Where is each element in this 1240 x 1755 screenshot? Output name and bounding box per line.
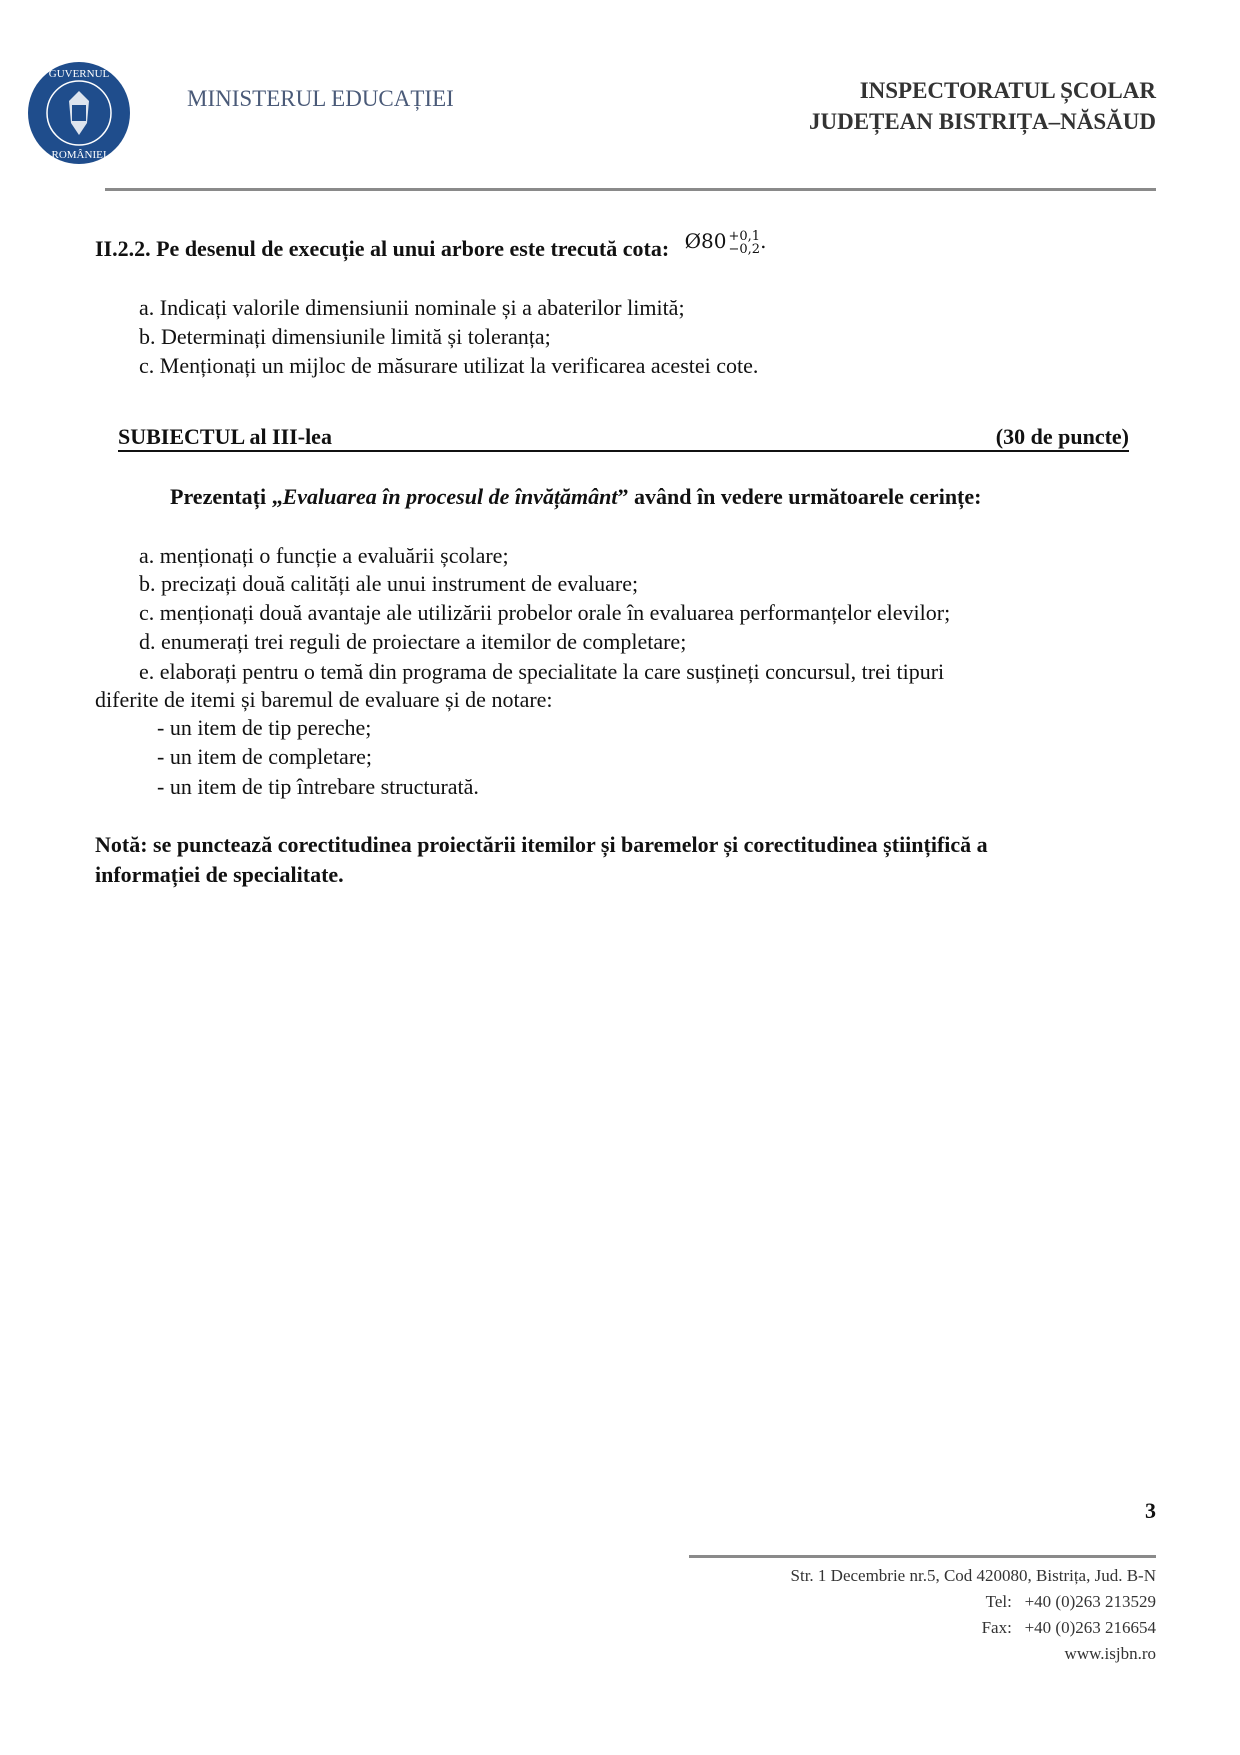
list-item: b. Determinați dimensiunile limită și toleranța; — [139, 324, 551, 349]
list-item: a. menționați o funcție a evaluării școlare; — [139, 543, 509, 568]
inspectorate-line2: JUDEȚEAN BISTRIȚA–NĂSĂUD — [809, 109, 1156, 134]
footer-tel — [986, 1592, 1156, 1612]
section-prompt — [170, 484, 981, 510]
tel-value: +40 (0)263 213529 — [1024, 1592, 1156, 1611]
prompt-pre: Prezentați „ — [170, 484, 283, 509]
fax-label: Fax: — [981, 1618, 1012, 1637]
footer-address: Str. 1 Decembrie nr.5, Cod 420080, Bistrița, Jud. B-N — [790, 1566, 1156, 1585]
section-underline — [118, 450, 1129, 452]
question-title — [95, 228, 767, 264]
svg-text:ROMÂNIEI: ROMÂNIEI — [51, 149, 107, 161]
prompt-topic: Evaluarea în procesul de învățământ — [282, 484, 618, 509]
upper-deviation: +0,1 — [728, 228, 761, 244]
svg-text:GUVERNUL: GUVERNUL — [48, 68, 110, 80]
list-item: e. elaborați pentru o temă din programa de specialitate la care susțineți concursul, trei tipuri — [139, 659, 945, 684]
list-item: b. precizați două calități ale unui instrument de evaluare; — [139, 571, 639, 596]
footer-website: www.isjbn.ro — [1064, 1644, 1156, 1663]
page-number: 3 — [1145, 1498, 1156, 1523]
lower-deviation: −0,2 — [728, 241, 761, 257]
nominal-dim: Ø80 — [684, 229, 727, 253]
inspectorate-line1: INSPECTORATUL ȘCOLAR — [859, 78, 1156, 103]
section-points: (30 de puncte) — [995, 424, 1129, 449]
ministry-name: MINISTERUL EDUCAȚIEI — [187, 86, 454, 111]
prompt-post: ” având în vedere următoarele cerințe: — [617, 484, 982, 509]
list-item: c. menționați două avantaje ale utilizării probelor orale în evaluarea performanțelor elevilor; — [139, 600, 951, 625]
list-item-continued: diferite de itemi și baremul de evaluare și de notare: — [95, 687, 553, 712]
government-logo — [27, 61, 131, 165]
question-text: II.2.2. Pe desenul de execuție al unui arbore este trecută cota: — [95, 236, 670, 261]
header-rule — [105, 188, 1156, 191]
list-item: a. Indicați valorile dimensiunii nominale și a abaterilor limită; — [139, 295, 685, 320]
note-line2: informației de specialitate. — [95, 862, 344, 887]
tel-label: Tel: — [985, 1592, 1012, 1611]
footer-rule — [689, 1555, 1156, 1558]
sub-item: - un item de tip întrebare structurată. — [157, 774, 479, 799]
note-line1: Notă: se punctează corectitudinea proiectării itemilor și baremelor și corectitudinea științifică a — [95, 832, 988, 857]
sub-item: - un item de tip pereche; — [157, 715, 372, 740]
sub-item: - un item de completare; — [157, 744, 373, 769]
footer-fax — [982, 1618, 1156, 1638]
list-item: d. enumerați trei reguli de proiectare a itemilor de completare; — [139, 629, 687, 654]
dimension-formula: Ø80 +0,1 −0,2. — [684, 228, 767, 257]
list-item: c. Menționați un mijloc de măsurare utilizat la verificarea acestei cote. — [139, 353, 759, 378]
section-title: SUBIECTUL al III-lea — [118, 424, 332, 449]
fax-value: +40 (0)263 216654 — [1024, 1618, 1156, 1637]
